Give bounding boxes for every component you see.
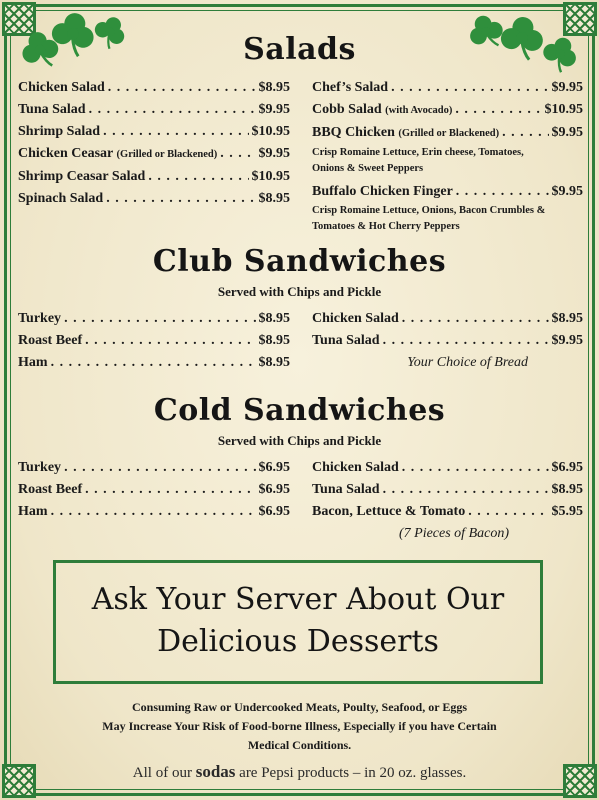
salads-left-column — [18, 77, 290, 210]
bread-note: Your Choice of Bread — [407, 355, 528, 370]
menu-item: Turkey . . . $6.95 — [18, 457, 290, 479]
menu-item: Chef’s Salad . . . $9.95 — [312, 77, 583, 99]
menu-item: BBQ Chicken (Grilled or Blackened) . . . $9.95 — [312, 122, 583, 145]
club-right-column — [312, 308, 583, 374]
menu-item: Bacon, Lettuce & Tomato . . . $5.95 — [312, 501, 583, 523]
menu-item: Chicken Ceasar (Grilled or Blackened) . . . $9.95 — [18, 143, 290, 166]
menu-item: Spinach Salad . . . $8.95 — [18, 188, 290, 210]
menu-item: Buffalo Chicken Finger . . . $9.95 — [312, 181, 583, 203]
menu-item: Roast Beef . . . $6.95 — [18, 479, 290, 501]
menu-item: Tuna Salad . . . $8.95 — [312, 479, 583, 501]
dessert-line-1: Ask Your Server About Our — [91, 582, 505, 617]
menu-item: Shrimp Ceasar Salad . . . $10.95 — [18, 166, 290, 188]
cold-left-column — [18, 457, 290, 523]
menu-item: Chicken Salad . . . $8.95 — [18, 77, 290, 99]
item-description: Crisp Romaine Lettuce, Erin cheese, Tomatoes, Onions & Sweet Peppers — [312, 147, 524, 174]
menu-item: Roast Beef . . . $8.95 — [18, 330, 290, 352]
salads-right-column — [312, 77, 583, 235]
sodas-note: All of our sodas are Pepsi products – in 20 oz. glasses. — [132, 762, 467, 781]
dessert-callout — [53, 560, 543, 684]
bacon-note: (7 Pieces of Bacon) — [398, 526, 509, 541]
menu-item: Chicken Salad . . . $6.95 — [312, 457, 583, 479]
item-description: Crisp Romaine Lettuce, Onions, Bacon Crumbles & Tomatoes & Hot Cherry Peppers — [312, 205, 546, 232]
cold-title: Cold Sandwiches — [153, 393, 446, 428]
health-warning: Consuming Raw or Undercooked Meats, Poulty, Seafood, or Eggs May Increase Your Risk of Food-borne Illness, Especially if you have Certain Medical Conditions. — [102, 700, 497, 752]
menu-item: Turkey . . . $8.95 — [18, 308, 290, 330]
menu-item: Cobb Salad (with Avocado) . . . $10.95 — [312, 99, 583, 122]
menu-item: Tuna Salad . . . $9.95 — [312, 330, 583, 352]
cold-subtitle: Served with Chips and Pickle — [217, 433, 382, 448]
menu-item: Chicken Salad . . . $8.95 — [312, 308, 583, 330]
salads-title: Salads — [243, 32, 356, 67]
club-left-column — [18, 308, 290, 374]
dessert-line-2: Delicious Desserts — [157, 624, 439, 659]
menu-item: Tuna Salad . . . $9.95 — [18, 99, 290, 121]
club-title: Club Sandwiches — [152, 244, 447, 279]
menu-item: Shrimp Salad . . . $10.95 — [18, 121, 290, 143]
club-subtitle: Served with Chips and Pickle — [217, 284, 382, 299]
cold-right-column — [312, 457, 583, 545]
menu-item: Ham . . . $8.95 — [18, 352, 290, 374]
menu-item: Ham . . . $6.95 — [18, 501, 290, 523]
